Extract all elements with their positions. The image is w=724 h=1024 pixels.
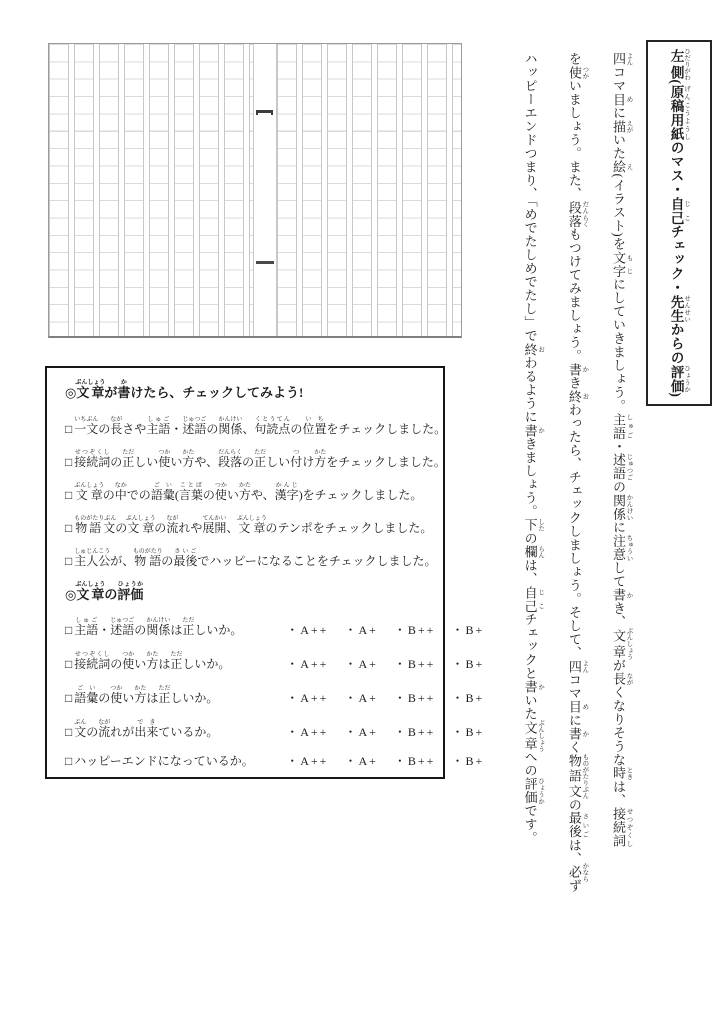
eval-option[interactable]: ・B++	[393, 753, 436, 768]
eval-row	[65, 719, 485, 740]
eval-row	[65, 617, 485, 638]
centerfold-mark-bottom-icon	[256, 261, 274, 264]
section-title: 左側 ひだりがわ(原稿用紙 げんこうようしのマス・自己 じこチェック・先生 せんせいからの評価 ひょうか)	[668, 48, 691, 398]
instructions-text	[507, 52, 640, 952]
check-item-label: 一文いちぶんの長ながさや主語しゅご・述語じゅつごの関係かんけい、句読点くとうてんの位置いちをチェックしました。	[74, 417, 447, 437]
eval-row	[65, 651, 485, 672]
check-item-label: 接続詞せつぞくしの正ただしい使つかい方かたや、段落だんらくの正ただしい付つけ方かたをチェックしました。	[74, 450, 446, 470]
eval-question: 語彙ごいの使つかい方かたは正ただしいか。	[74, 685, 219, 705]
eval-option[interactable]: ・B++	[393, 656, 436, 671]
section-title-box	[646, 40, 712, 406]
eval-option[interactable]: ・B++	[393, 622, 436, 637]
instruction-column-1: 四 よんコマ目 めに描 えがいた絵 え(イラスト)を文字 もじにしていきましょう。主語 しゅご・述語 じゅつごの関係 かんけいに注意 ちゅういして書 かき、文章 ぶんしょうが長 ながくなりそうな時 ときは、接続詞 せつぞくし	[611, 52, 633, 848]
check-item	[65, 516, 433, 536]
eval-question: 主語しゅご・述語じゅつごの関係かんけいは正ただしいか。	[74, 617, 243, 637]
eval-option[interactable]: ・A+	[344, 753, 378, 768]
instruction-column-3: ハッピーエンドつまり、「めでたしめでたし」で終 おわるように書 かきましょう。下 したの欄 らんは、自己 じこチェックと書 かいた文章 ぶんしょうへの評価 ひょうかです。	[522, 52, 545, 845]
check-item-label: 文章ぶんしょうの中なかでの語彙ごい(言葉ことばの使つかい方かたや、漢字かんじ)をチェックしました。	[74, 483, 423, 503]
eval-row	[65, 685, 485, 706]
eval-option[interactable]: ・A++	[286, 724, 329, 739]
eval-option[interactable]: ・B+	[451, 753, 485, 768]
check-eval-panel	[45, 366, 485, 779]
checkbox[interactable]: □	[65, 622, 73, 637]
eval-question: 接続詞せつぞくしの使つかい方かたは正ただしいか。	[74, 651, 231, 671]
eval-option[interactable]: ・B+	[451, 656, 485, 671]
grid-left-half	[49, 44, 253, 336]
check-item-label: 主人公しゅじんこうが、物語ものがたりの最後さいごでハッピーになることをチェックしました。	[74, 549, 437, 569]
manuscript-grid	[48, 43, 462, 338]
eval-option[interactable]: ・B+	[451, 622, 485, 637]
eval-option[interactable]: ・A+	[344, 622, 378, 637]
checkbox[interactable]: □	[65, 656, 73, 671]
check-item	[65, 549, 437, 569]
checkbox[interactable]: □	[65, 724, 73, 739]
eval-option[interactable]: ・B+	[451, 690, 485, 705]
eval-option[interactable]: ・B++	[393, 690, 436, 705]
check-item	[65, 417, 447, 437]
check-item-label: 物語文ものがたりぶんの文章ぶんしょうの流ながれや展開てんかい、文章ぶんしょうのテンポをチェックしました。	[74, 516, 433, 536]
eval-option[interactable]: ・A++	[286, 622, 329, 637]
checkbox[interactable]: □	[65, 488, 73, 503]
check-item	[65, 450, 446, 470]
check-item	[65, 483, 433, 503]
eval-question: 文ぶんの流ながれが出来できているか。	[74, 719, 219, 739]
checkbox[interactable]: □	[65, 554, 73, 569]
grid-centerfold	[253, 44, 277, 336]
checkbox[interactable]: □	[65, 422, 73, 437]
checkbox[interactable]: □	[65, 753, 73, 768]
eval-question: ハッピーエンドになっているか。	[74, 753, 254, 768]
checkbox[interactable]: □	[65, 690, 73, 705]
instruction-column-2: を使 つかいましょう。また、段落 だんらくもつけてみましょう。書 かき終 おわったら、チェックしましょう。そして、四 よんコマ目 めに書 かく物語文 ものがたりぶんの最後 さいごは、必 かならず	[566, 52, 589, 893]
grid-right-half	[277, 44, 461, 336]
eval-option[interactable]: ・A+	[344, 724, 378, 739]
eval-option[interactable]: ・A++	[286, 753, 329, 768]
eval-section-heading: ◎文章ぶんしょうの評価ひょうか	[65, 582, 144, 603]
eval-option[interactable]: ・A+	[344, 656, 378, 671]
eval-option[interactable]: ・A++	[286, 690, 329, 705]
eval-option[interactable]: ・B+	[451, 724, 485, 739]
eval-row	[65, 753, 485, 769]
checkbox[interactable]: □	[65, 455, 73, 470]
eval-option[interactable]: ・A++	[286, 656, 329, 671]
check-section-heading: ◎文章ぶんしょうが書かけたら、チェックしてみよう!	[65, 380, 304, 400]
eval-option[interactable]: ・A+	[344, 690, 378, 705]
checkbox[interactable]: □	[65, 521, 73, 536]
centerfold-mark-top-icon	[256, 110, 273, 115]
eval-option[interactable]: ・B++	[393, 724, 436, 739]
